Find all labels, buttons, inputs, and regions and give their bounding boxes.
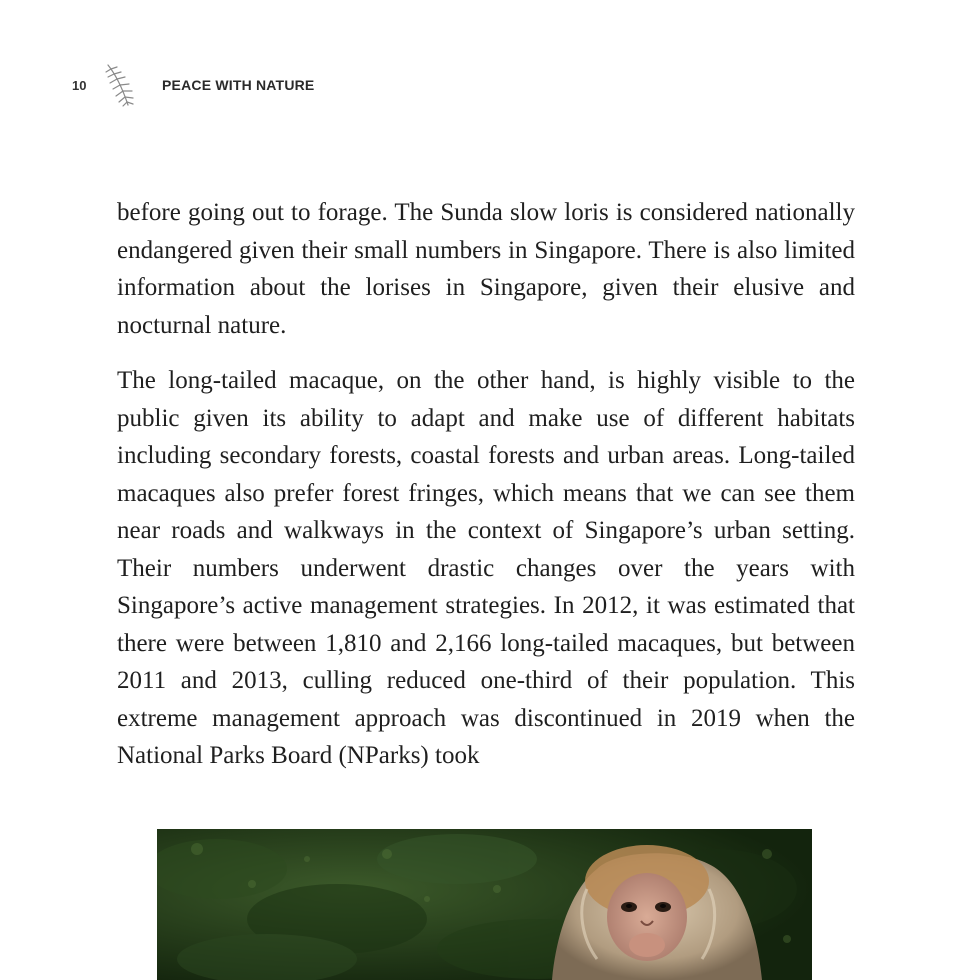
running-title: PEACE WITH NATURE: [162, 77, 315, 93]
page-header: [72, 60, 314, 110]
body-text: [117, 194, 855, 793]
page-number: 10: [72, 77, 87, 93]
macaque-photo: [157, 829, 812, 980]
fern-leaf-icon: [102, 61, 144, 109]
macaque-photo-drawing: [157, 829, 812, 980]
paragraph: before going out to forage. The Sunda slow loris is considered nationally endangered given their small numbers in Singapore. There is also limited information about the lorises in Singapore, given their elusive and nocturnal nature.: [117, 199, 855, 339]
paragraph: The long-tailed macaque, on the other hand, is highly visible to the public given its ability to adapt and make use of different habitats including secondary forests, coastal forests and urban areas. Long-tailed macaques also prefer forest fringes, which means that we can see them near roads and walkways in the context of Singapore’s urban setting. Their numbers underwent drastic changes over the years with Singapore’s active management strategies. In 2012, it was estimated that there were between 1,810 and 2,166 long-tailed macaques, but between 2011 and 2013, culling reduced one-third of their population. This extreme management approach was discontinued in 2019 when the National Parks Board (NParks) took: [117, 367, 855, 769]
